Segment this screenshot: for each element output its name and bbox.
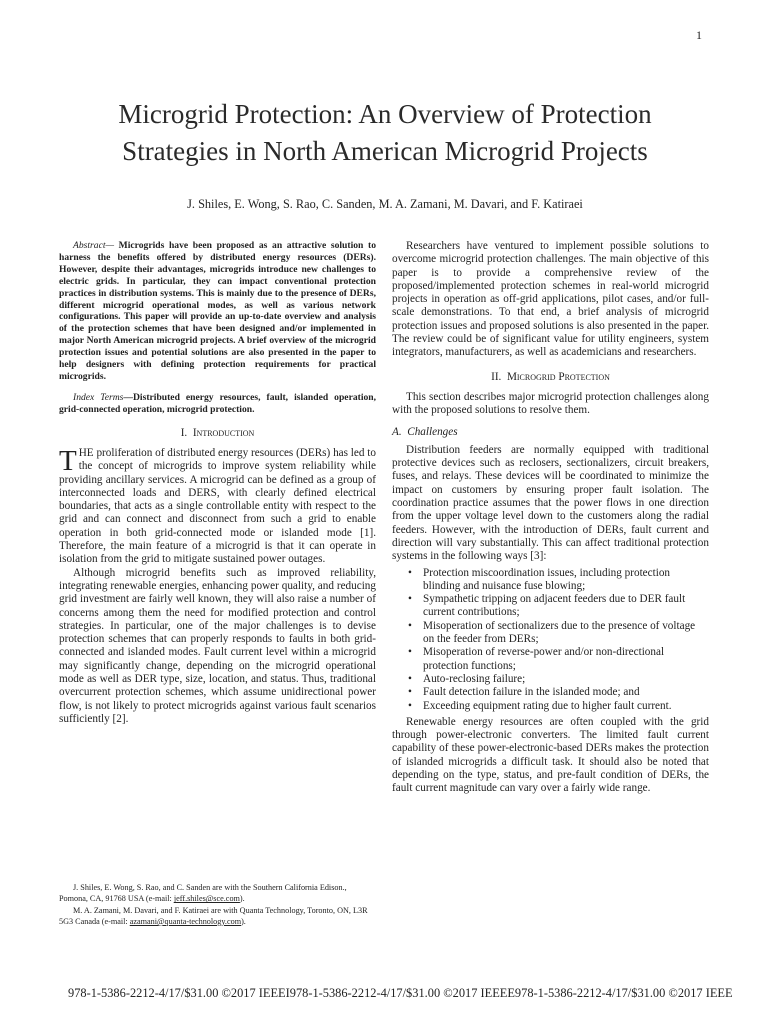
right-column <box>392 240 709 796</box>
section-number: II. <box>491 370 502 383</box>
index-terms <box>59 392 376 416</box>
subsection-title: Challenges <box>407 425 458 438</box>
list-item: • Auto-reclosing failure; <box>392 673 709 686</box>
abstract-label: Abstract— <box>73 240 115 251</box>
index-terms-text: —Distributed energy resources, fault, islanded operation, grid-connected operation, microgrid protection. <box>59 391 377 415</box>
challenges-paragraph-1: Distribution feeders are normally equipped with traditional protective devices such as reclosers, sectionalizers, circuit breakers, fuses, and relays. These devices will be coordinated to minimize the impact on customers by ensuring proper fault isolation. The coordination practice assumes that the power flows in one direction from the upper voltage level down to the customers along the radial feeders. However, with the introduction of DERs, fault current and direction will vary substantially. This can affect traditional protection systems in the following ways [3]: <box>392 443 709 563</box>
challenges-paragraph-2: Renewable energy resources are often coupled with the grid through power-electronic converters. The limited fault current capability of these power-electronic-based DERs makes the protection of islanded microgrids a difficult task. It should also be noted that depending on the type, status, and pre-fault condition of DERs, the fault current magnitude can vary over a fairly wide range. <box>392 715 709 795</box>
copyright-notice: 978-1-5386-2212-4/17/$31.00 ©2017 IEEEI978-1-5386-2212-4/17/$31.00 ©2017 IEEEE978-1-5386-2212-4/17/$31.00 ©2017 IEEE <box>68 986 733 1000</box>
list-item: • Protection miscoordination issues, including protection blinding and nuisance fuse blowing; <box>392 567 709 594</box>
footnote-1: J. Shiles, E. Wong, S. Rao, and C. Sanden are with the Southern California Edison., Pomona, CA, 91768 USA (e-mail: jeff.shiles@sce.com). <box>59 883 347 904</box>
list-item: • Fault detection failure in the islanded mode; and <box>392 686 709 699</box>
list-item: • Exceeding equipment rating due to higher fault current. <box>392 700 709 713</box>
list-item: • Misoperation of reverse-power and/or non-directional protection functions; <box>392 646 709 673</box>
section-title: Microgrid Protection <box>506 370 610 383</box>
title-line-2: Strategies in North American Microgrid Projects <box>122 136 648 166</box>
author-list: J. Shiles, E. Wong, S. Rao, C. Sanden, M. A. Zamani, M. Davari, and F. Katiraei <box>187 197 583 211</box>
abstract-text: Microgrids have been proposed as an attractive solution to harness the benefits offered by distributed energy resources (DERs). However, despite their advantages, microgrids introduce new challenges to electric grids. In particular, they can impact conventional protection practices in distribution systems. This is mainly due to the presence of DERs, different microgrid operational modes, as well as various network configurations. This paper will provide an up-to-date overview and analysis of the protection schemes that have been designed and/or implemented in major North American microgrid projects. A brief overview of the microgrid protection issues and potential solutions are also presented in the paper to help designers with defining protection requirements for practical microgrids. <box>59 240 376 382</box>
intro-paragraph-2: Although microgrid benefits such as improved reliability, integrating renewable energies, enhancing power quality, and reducing grid investment are fairly well known, they will also raise a number of concerns among them the need for modified protection and control strategies. In particular, one of the major challenges is to devise protection schemes that can properly responds to faults in both grid-connected and islanded modes. Fault current level within a microgrid may significantly change, depending on the microgrid operational mode as well as DER type, size, location, and status. Thus, traditional overcurrent protection schemes, which assume unidirectional power flow, is not likely to protect microgrids against various fault scenarios sufficiently [2]. <box>59 566 376 725</box>
drop-cap: T <box>59 444 77 477</box>
page-number: 1 <box>696 28 702 42</box>
intro-paragraph-1 <box>59 444 376 567</box>
list-item: • Misoperation of sectionalizers due to the presence of voltage on the feeder from DERs; <box>392 620 709 647</box>
subsection-heading-challenges <box>392 426 709 439</box>
section-2-intro: This section describes major microgrid protection challenges along with the proposed solutions to resolve them. <box>392 390 709 417</box>
title-line-1: Microgrid Protection: An Overview of Protection <box>118 99 652 129</box>
right-paragraph-1: Researchers have ventured to implement possible solutions to overcome microgrid protection challenges. The main objective of this paper is to provide a comprehensive review of the proposed/implemented protection schemes in real-world microgrid projects in operation as off-grid applications, pilot cases, and/or full-scale demonstrations. To that end, a brief analysis of microgrid protection issues and proposed solutions is also presented in the paper. The review could be of significant value for utility engineers, system integrators, manufacturers, as well as academicians and researchers. <box>392 240 709 359</box>
section-title: Introduction <box>192 426 255 439</box>
section-heading-microgrid-protection <box>392 371 709 384</box>
footnote-2: M. A. Zamani, M. Davari, and F. Katiraei are with Quanta Technology, Toronto, ON, L3R 5G3 Canada (e-mail: azamani@quanta-technology.com). <box>59 905 368 926</box>
email-link-sce[interactable]: jeff.shiles@sce.com <box>173 894 240 904</box>
challenges-list <box>392 567 709 713</box>
author-footnote <box>59 882 376 927</box>
abstract <box>59 240 376 383</box>
email-link-quanta[interactable]: azamani@quanta-technology.com <box>129 916 242 926</box>
left-column <box>59 240 376 726</box>
subsection-label: A. <box>392 425 402 438</box>
index-terms-label: Index Terms <box>73 391 124 403</box>
section-number: I. <box>180 426 188 439</box>
section-heading-introduction <box>59 427 376 440</box>
list-item: • Sympathetic tripping on adjacent feeders due to DER fault current contributions; <box>392 593 709 620</box>
paper-title <box>40 96 730 170</box>
intro-paragraph-1-text: HE proliferation of distributed energy resources (DERs) has led to the concept of microgrids to improve system reliability while providing ancillary services. A microgrid can be defined as a group of interconnected loads and DERS, with clearly defined electrical boundaries, that acts as a single controllable entity with respect to the grid and can connect and disconnect from such a grid to enable operation in both grid-connected mode or islanded mode [1]. Therefore, the main feature of a microgrid is that it can operate in isolation from the grid to mitigate sustained power outages. <box>59 446 376 566</box>
